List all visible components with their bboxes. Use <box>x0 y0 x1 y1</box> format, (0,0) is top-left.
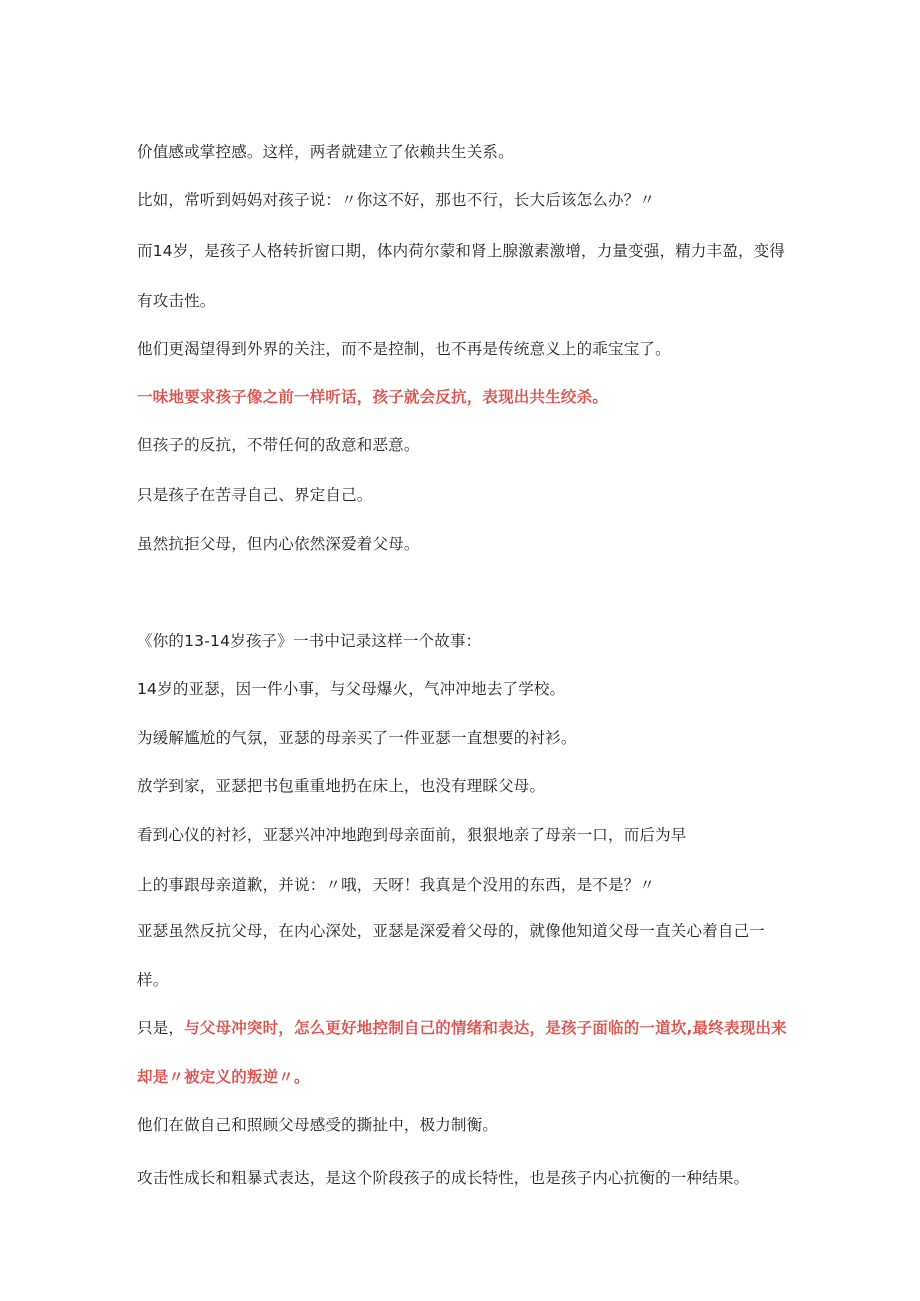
paragraph-line: 为缓解尴尬的气氛，亚瑟的母亲买了一件亚瑟一直想要的衬衫。 <box>137 729 577 747</box>
paragraph-line: 有攻击性。 <box>137 292 216 310</box>
paragraph-line: 14岁的亚瑟，因一件小事，与父母爆火，气冲冲地去了学校。 <box>137 680 566 698</box>
paragraph-line: 比如，常听到妈妈对孩子说：〃你这不好，那也不行，长大后该怎么办？〃 <box>137 191 656 209</box>
paragraph-line: 他们更渴望得到外界的关注，而不是控制，也不再是传统意义上的乖宝宝了。 <box>137 340 671 358</box>
highlighted-line: 一味地要求孩子像之前一样听话，孩子就会反抗，表现出共生绞杀。 <box>137 388 609 406</box>
paragraph-line: 只是孩子在苦寻自己、界定自己。 <box>137 486 373 504</box>
paragraph-line: 样。 <box>137 971 169 989</box>
paragraph-line: 而14岁，是孩子人格转折窗口期，体内荷尔蒙和肾上腺激素激增，力量变强，精力丰盈，变得 <box>137 242 786 260</box>
mixed-line <box>137 1017 797 1039</box>
highlighted-text: 与父母冲突时，怎么更好地控制自己的情绪和表达，是孩子面临的一道坎,最终表现出来 <box>184 1019 787 1037</box>
paragraph-line: 他们在做自己和照顾父母感受的撕扯中，极力制衡。 <box>137 1116 499 1134</box>
highlighted-line: 却是〃被定义的叛逆〃。 <box>137 1068 310 1086</box>
paragraph-line: 攻击性成长和粗暴式表达，是这个阶段孩子的成长特性，也是孩子内心抗衡的一种结果。 <box>137 1169 750 1187</box>
paragraph-line: 《你的13-14岁孩子》一书中记录这样一个故事： <box>137 632 482 650</box>
paragraph-line: 价值感或掌控感。这样，两者就建立了依赖共生关系。 <box>137 143 514 161</box>
paragraph-line: 看到心仪的衬衫，亚瑟兴冲冲地跑到母亲面前，狠狠地亲了母亲一口，而后为早 <box>137 826 687 844</box>
paragraph-line: 虽然抗拒父母，但内心依然深爱着父母。 <box>137 535 420 553</box>
paragraph-line: 上的事跟母亲道歉，并说：〃哦，天呀！我真是个没用的东西，是不是？〃 <box>137 876 656 894</box>
line-prefix: 只是， <box>137 1019 185 1037</box>
paragraph-line: 但孩子的反抗，不带任何的敌意和恶意。 <box>137 436 420 454</box>
paragraph-line: 放学到家，亚瑟把书包重重地扔在床上，也没有理睬父母。 <box>137 777 546 795</box>
paragraph-line: 亚瑟虽然反抗父母，在内心深处，亚瑟是深爱着父母的，就像他知道父母一直关心着自己一 <box>137 922 766 940</box>
